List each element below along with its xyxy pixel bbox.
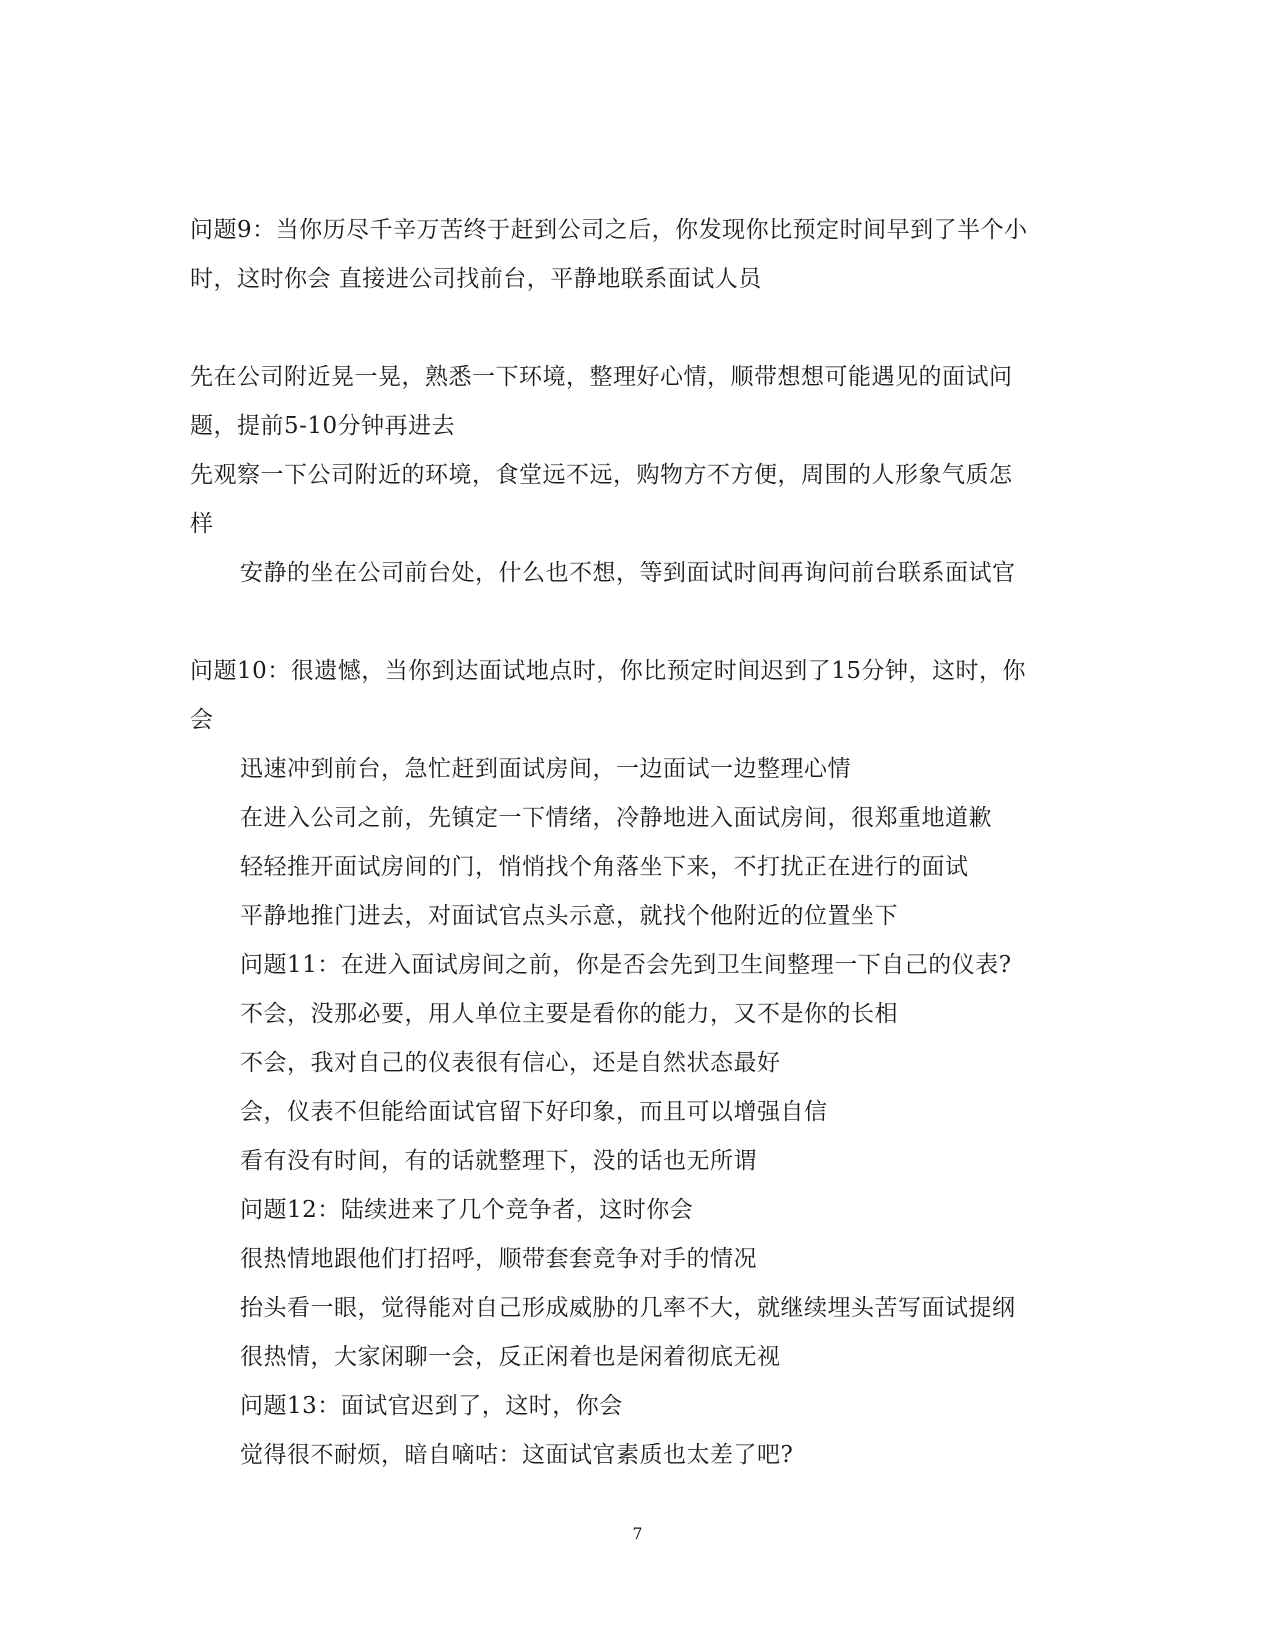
question-11-option-c: 会，仪表不但能给面试官留下好印象，而且可以增强自信 xyxy=(240,1099,828,1125)
question-13-option-a: 觉得很不耐烦，暗自嘀咕：这面试官素质也太差了吧? xyxy=(240,1442,794,1468)
question-11-option-b: 不会，我对自己的仪表很有信心，还是自然状态最好 xyxy=(240,1050,781,1076)
question-12-option-c: 很热情，大家闲聊一会，反正闲着也是闲着彻底无视 xyxy=(240,1344,781,1370)
question-9-option-d: 安静的坐在公司前台处，什么也不想，等到面试时间再询问前台联系面试官 xyxy=(240,560,1016,586)
question-13: 问题13：面试官迟到了，这时，你会 xyxy=(240,1393,623,1419)
question-10-option-b: 在进入公司之前，先镇定一下情绪，冷静地进入面试房间，很郑重地道歉 xyxy=(240,805,992,831)
question-9-option-c-line-2: 样 xyxy=(190,511,214,537)
question-10-option-c: 轻轻推开面试房间的门，悄悄找个角落坐下来，不打扰正在进行的面试 xyxy=(240,854,969,880)
question-10-option-a: 迅速冲到前台，急忙赶到面试房间，一边面试一边整理心情 xyxy=(240,756,851,782)
question-10-line-2: 会 xyxy=(190,707,214,733)
question-11: 问题11：在进入面试房间之前，你是否会先到卫生间整理一下自己的仪表? xyxy=(240,952,1012,978)
paragraph-gap xyxy=(190,304,1080,353)
question-9-option-c-line-1: 先观察一下公司附近的环境，食堂远不远，购物方不方便，周围的人形象气质怎 xyxy=(190,462,1013,488)
question-9-option-b-line-1: 先在公司附近晃一晃，熟悉一下环境，整理好心情，顺带想想可能遇见的面试问 xyxy=(190,364,1013,390)
question-9-line-1: 问题9：当你历尽千辛万苦终于赶到公司之后，你发现你比预定时间早到了半个小 xyxy=(190,217,1028,243)
paragraph-gap xyxy=(190,598,1080,647)
question-9-option-b-line-2: 题，提前5-10分钟再进去 xyxy=(190,413,456,439)
question-12-option-a: 很热情地跟他们打招呼，顺带套套竞争对手的情况 xyxy=(240,1246,757,1272)
question-11-option-d: 看有没有时间，有的话就整理下，没的话也无所谓 xyxy=(240,1148,757,1174)
question-9-line-2: 时，这时你会 直接进公司找前台，平静地联系面试人员 xyxy=(190,266,762,292)
question-12: 问题12：陆续进来了几个竞争者，这时你会 xyxy=(240,1197,694,1223)
question-12-option-b: 抬头看一眼，觉得能对自己形成威胁的几率不大，就继续埋头苦写面试提纲 xyxy=(240,1295,1016,1321)
document-body xyxy=(190,206,1080,1480)
page-number: 7 xyxy=(632,1524,643,1543)
question-10-option-d: 平静地推门进去，对面试官点头示意，就找个他附近的位置坐下 xyxy=(240,903,898,929)
question-11-option-a: 不会，没那必要，用人单位主要是看你的能力，又不是你的长相 xyxy=(240,1001,898,1027)
question-10-line-1: 问题10：很遗憾，当你到达面试地点时，你比预定时间迟到了15分钟，这时，你 xyxy=(190,658,1027,684)
